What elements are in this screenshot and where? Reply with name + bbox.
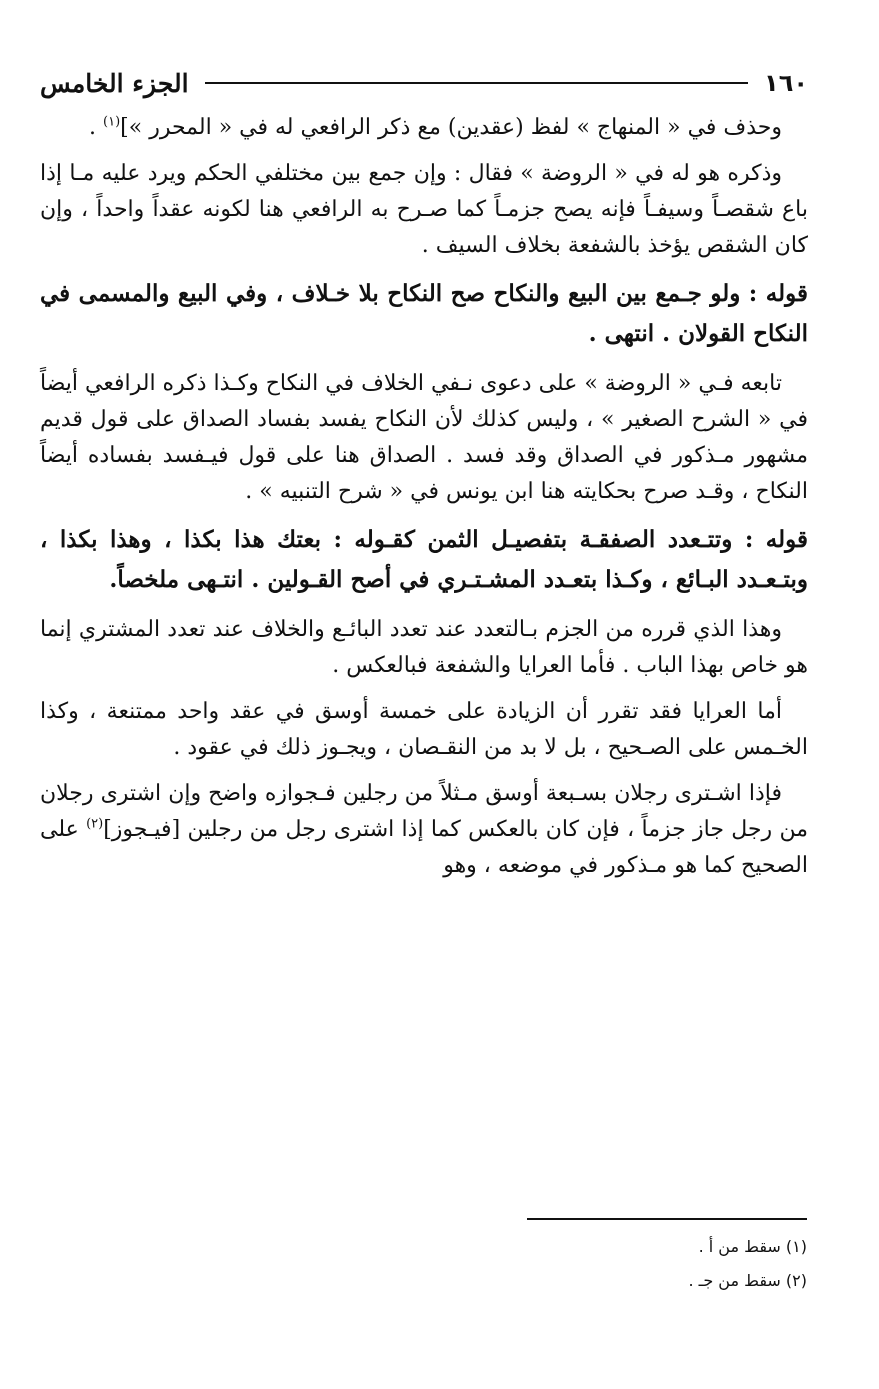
book-page	[40, 60, 808, 894]
paragraph-text: وحذف في « المنهاج » لفظ (عقدين) مع ذكر الرافعي له في « المحرر »]	[120, 115, 782, 140]
footnote: (٢) سقط من جـ .	[688, 1271, 807, 1290]
page-number: ١٦٠	[764, 69, 808, 97]
paragraph-text-tail: على الصحيح كما هو مـذكور في موضعه ، وهو	[40, 817, 808, 878]
running-header	[40, 60, 808, 106]
paragraph-text-tail: .	[89, 115, 104, 140]
paragraph: أما العرايا فقد تقرر أن الزيادة على خمسة أوسق في عقد واحد ممتنعة ، وكذا الخـمس على الصـحيح ، بل لا بد من النقـصان ، ويجـوز ذلك في عقود .	[40, 699, 808, 760]
page-body	[40, 110, 808, 884]
paragraph: تابعه فـي « الروضة » على دعوى نـفي الخلاف في النكاح وكـذا ذكره الرافعي أيضاً في « الشرح الصغير » ، وليس كذلك لأن النكاح يفسد بفساد الصداق على قول قديم مشهور مـذكور في الصداق وقد فسد . الصداق هنا على قول فيـفسد بفساده أيضاً النكاح ، وقـد صرح بحكايته هنا ابن يونس في « شرح التنبيه » .	[40, 371, 808, 504]
footnotes	[527, 1218, 807, 1298]
footnote-ref: (١)	[103, 114, 121, 130]
paragraph	[40, 776, 808, 884]
paragraph	[40, 110, 808, 146]
quoted-passage: قوله : ولو جـمع بين البيع والنكاح صح النكاح بلا خـلاف ، وفي البيع والمسمى في النكاح القولان . انتهى .	[40, 280, 808, 347]
volume-title: الجزء الخامس	[40, 68, 189, 98]
footnote-rule	[527, 1218, 807, 1220]
footnote-ref: (٢)	[86, 816, 104, 832]
paragraph: وذكره هو له في « الروضة » فقال : وإن جمع بين مختلفي الحكم ويرد عليه مـا إذا باع شقصـاً وسيفـاً فإنه يصح جزمـاً كما صـرح به الرافعي هنا لكونه عقداً واحداً ، وإن كان الشقص يؤخذ بالشفعة بخلاف السيف .	[40, 161, 808, 258]
footnote: (١) سقط من أ .	[698, 1237, 807, 1256]
header-rule	[205, 82, 749, 84]
paragraph: وهذا الذي قرره من الجزم بـالتعدد عند تعدد البائـع والخلاف عند تعدد المشتري إنما هو خاص بهذا الباب . فأما العرايا والشفعة فبالعكس .	[40, 617, 808, 678]
quoted-passage: قوله : وتتـعدد الصفقـة بتفصيـل الثمن كقـوله : بعتك هذا بكذا ، وهذا بكذا ، وبتـعـدد البـائع ، وكـذا بتعـدد المشـتـري في أصح القـولين . انتـهى ملخصاً.	[40, 526, 808, 593]
paragraph-text: فإذا اشـترى رجلان بسـبعة أوسق مـثلاً من رجلين فـجوازه واضح وإن اشترى رجلان من رجل جاز جزماً ، فإن كان بالعكس كما إذا اشترى رجل من رجلين [فيـجوز]	[40, 781, 808, 842]
